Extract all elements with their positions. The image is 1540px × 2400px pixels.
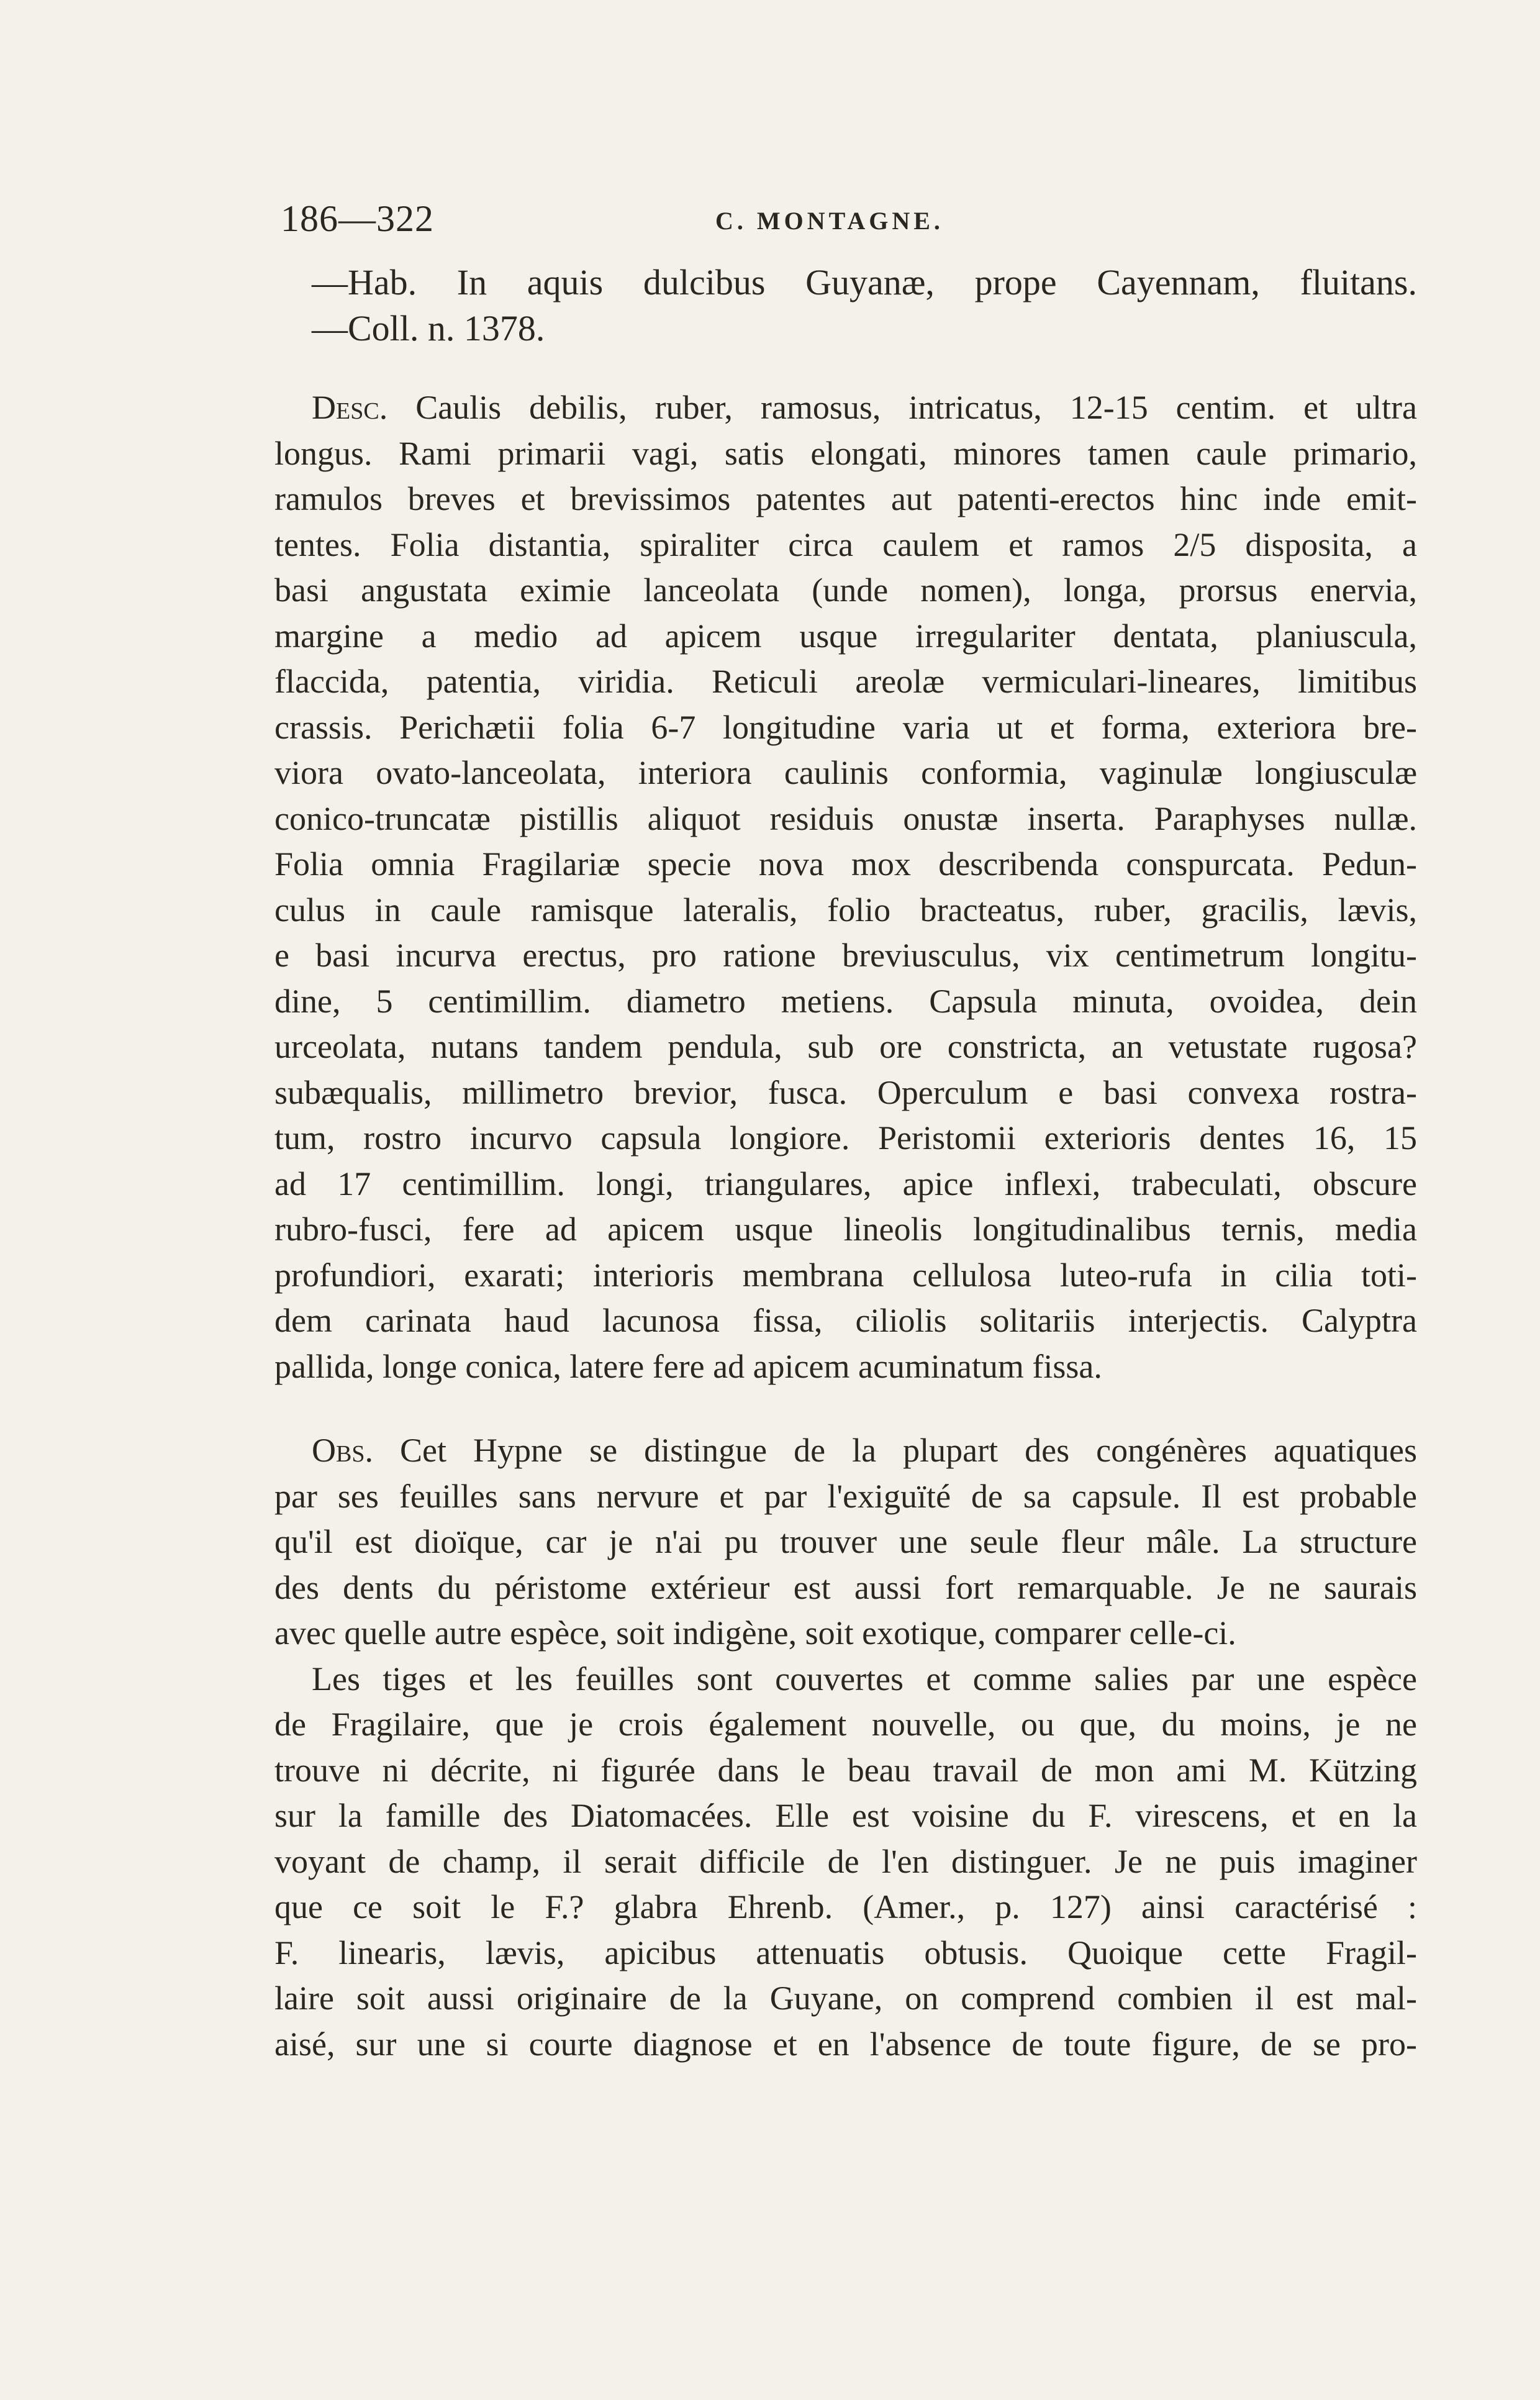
description-line: basi angustata eximie lanceolata (unde nomen), longa, prorsus enervia,	[274, 571, 1417, 609]
observation-line: Les tiges et les feuilles sont couvertes et comme salies par une espèce	[312, 1660, 1417, 1698]
habitat-block	[274, 260, 1417, 351]
description-line: longus. Rami primarii vagi, satis elongati, minores tamen caule primario,	[274, 434, 1417, 472]
description-line: tum, rostro incurvo capsula longiore. Peristomii exterioris dentes 16, 15	[274, 1119, 1417, 1157]
observation-line: des dents du péristome extérieur est aussi fort remarquable. Je ne saurais	[274, 1568, 1417, 1606]
description-line: culus in caule ramisque lateralis, folio bracteatus, ruber, gracilis, lævis,	[274, 891, 1417, 929]
description-line: Folia omnia Fragilariæ specie nova mox describenda conspurcata. Pedun-	[274, 845, 1417, 883]
observation-paragraph	[274, 1428, 1417, 2067]
description-line: urceolata, nutans tandem pendula, sub ore constricta, an vetustate rugosa?	[274, 1028, 1417, 1065]
description-line: margine a medio ad apicem usque irregulariter dentata, planiuscula,	[274, 617, 1417, 655]
observation-line: F. linearis, lævis, apicibus attenuatis obtusis. Quoique cette Fragil-	[274, 1934, 1417, 1971]
description-line: crassis. Perichætii folia 6-7 longitudine varia ut et forma, exteriora bre-	[274, 708, 1417, 746]
description-line: ramulos breves et brevissimos patentes aut patenti-erectos hinc inde emit-	[274, 480, 1417, 517]
description-line: profundiori, exarati; interioris membrana cellulosa luteo-rufa in cilia toti-	[274, 1256, 1417, 1294]
observation-line: de Fragilaire, que je crois également nouvelle, ou que, du moins, je ne	[274, 1706, 1417, 1743]
observation-label: Obs.	[312, 1432, 373, 1469]
collection-line: —Coll. n. 1378.	[312, 307, 545, 348]
description-line: conico-truncatæ pistillis aliquot residuis onustæ inserta. Paraphyses nullæ.	[274, 799, 1417, 837]
description-line: flaccida, patentia, viridia. Reticuli areolæ vermiculari-lineares, limitibus	[274, 663, 1417, 700]
observation-line-1: Obs. Cet Hypne se distingue de la plupart des congénères aquatiques	[312, 1432, 1417, 1469]
observation-line: par ses feuilles sans nervure et par l'exiguïté de sa capsule. Il est probable	[274, 1477, 1417, 1515]
description-label: Desc.	[312, 389, 388, 426]
running-head: C. MONTAGNE.	[715, 207, 944, 235]
description-line: e basi incurva erectus, pro ratione breviusculus, vix centimetrum longitu-	[274, 937, 1417, 974]
habitat-line: —Hab. In aquis dulcibus Guyanæ, prope Cayennam, fluitans.	[312, 262, 1417, 302]
description-line: dine, 5 centimillim. diametro metiens. Capsula minuta, ovoidea, dein	[274, 982, 1417, 1020]
description-line: viora ovato-lanceolata, interiora caulinis conformia, vaginulæ longiusculæ	[274, 754, 1417, 791]
description-line: dem carinata haud lacunosa fissa, ciliolis solitariis interjectis. Calyptra	[274, 1302, 1417, 1339]
description-line: rubro-fusci, fere ad apicem usque lineolis longitudinalibus ternis, media	[274, 1211, 1417, 1248]
observation-line: sur la famille des Diatomacées. Elle est voisine du F. virescens, et en la	[274, 1797, 1417, 1834]
description-line: tentes. Folia distantia, spiraliter circa caulem et ramos 2/5 disposita, a	[274, 525, 1417, 563]
observation-line: voyant de champ, il serait difficile de l'en distinguer. Je ne puis imaginer	[274, 1842, 1417, 1880]
observation-line: laire soit aussi originaire de la Guyane, on comprend combien il est mal-	[274, 1980, 1417, 2017]
observation-line: aisé, sur une si courte diagnose et en l'absence de toute figure, de se pro-	[274, 2025, 1417, 2063]
observation-line: que ce soit le F.? glabra Ehrenb. (Amer., p. 127) ainsi caractérisé :	[274, 1888, 1417, 1925]
description-line: pallida, longe conica, latere fere ad apicem acuminatum fissa.	[274, 1347, 1102, 1385]
description-line-1: Desc. Caulis debilis, ruber, ramosus, intricatus, 12-15 centim. et ultra	[312, 389, 1417, 426]
observation-line: trouve ni décrite, ni figurée dans le beau travail de mon ami M. Kützing	[274, 1751, 1417, 1789]
description-paragraph	[274, 385, 1417, 1389]
page-number: 186—322	[281, 198, 434, 239]
observation-line: qu'il est dioïque, car je n'ai pu trouver une seule fleur mâle. La structure	[274, 1523, 1417, 1560]
page-header	[281, 198, 1423, 247]
description-line: ad 17 centimillim. longi, triangulares, apice inflexi, trabeculati, obscure	[274, 1165, 1417, 1202]
observation-line: avec quelle autre espèce, soit indigène, soit exotique, comparer celle-ci.	[274, 1614, 1236, 1652]
description-line: subæqualis, millimetro brevior, fusca. Operculum e basi convexa rostra-	[274, 1073, 1417, 1111]
